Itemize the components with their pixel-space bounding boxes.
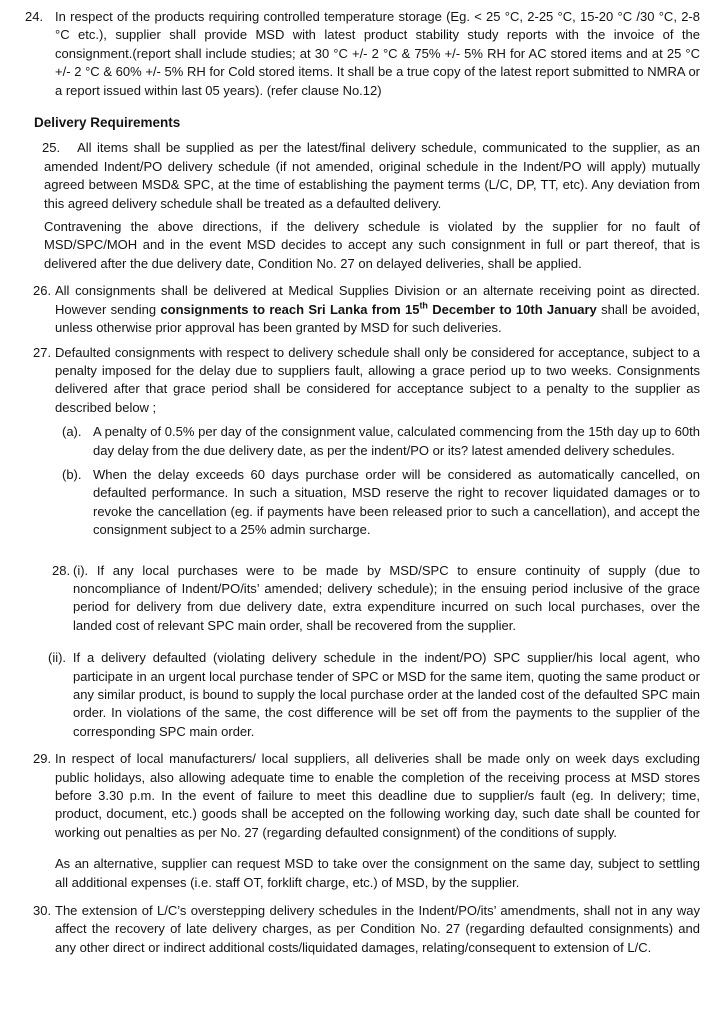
clause-26-ordinal-superscript: th (419, 300, 428, 311)
clause-27-sub-a-label: (a). (62, 424, 82, 440)
clause-26-text-after-bold: shall be avoided, unless otherwise prior approval has been granted by MSD for such deliveries. (55, 301, 700, 336)
clause-26-bold-part2: December to 10th January (427, 301, 597, 317)
clause-30-text: The extension of L/C’s overstepping delivery schedules in the Indent/PO/its’ amendments, shall not in any way affect the recovery of late delivery charges, as per Condition No. 27 (regarding defaulted consignments) and any other direct or indirect additional costs/liquidated damages, relating/consequent to extension of L/C. (55, 903, 700, 955)
clause-27-intro: Defaulted consignments with respect to delivery schedule shall only be considered for acceptance, subject to a penalty imposed for the delay due to suppliers fault, allowing a grace period up to two weeks. Consignments delivered after that grace period shall be considered for acceptance subject to a penalty to the supplier as described below ; (55, 344, 700, 415)
section-heading-delivery-requirements: Delivery Requirements (34, 115, 181, 131)
clause-25 (44, 139, 700, 273)
clause-28-sub-ii-label: (ii). (48, 650, 67, 666)
clause-25-para1 (44, 139, 700, 213)
clause-26-number: 26. (33, 283, 52, 299)
clause-25-para1-text: All items shall be supplied as per the latest/final delivery schedule, communicated to the supplier, as an amended Indent/PO delivery schedule (if not amended, original schedule in the Indent/PO will apply) mutually agreed between MSD& SPC, at the time of establishing the payment terms (L/C, DP, TT, etc). Any deviation from this agreed delivery schedule shall be treated as a defaulted delivery. (44, 140, 700, 211)
clause-25-number: 25. (42, 140, 61, 156)
clause-28-number: 28. (52, 562, 71, 578)
clause-29-number: 29. (33, 751, 52, 767)
clause-28-sub-i-label: (i). (73, 562, 89, 578)
clause-27-sub-b-label: (b). (62, 466, 82, 482)
clause-27-sub-b (62, 466, 700, 540)
clause-24-number: 24. (25, 9, 44, 24)
clause-26-text (55, 282, 700, 337)
clause-27-sub-b-text: When the delay exceeds 60 days purchase order will be considered as automatically cancelled, on defaulted performance. In such a situation, MSD reserve the right to recover liquidated damages or to revoke the cancellation (eg. if payments have been released prior to such a cancellation), and accept the consignment subject to a 25% admin surcharge. (93, 466, 700, 538)
clause-26-bold-date-range (160, 302, 596, 317)
clause-27-sub-a-text: A penalty of 0.5% per day of the consignment value, calculated commencing from the 15th day up to 60th day delay from the due delivery date, as per the indent/PO or its? latest amended delivery schedules. (93, 424, 700, 458)
clause-28-sub-ii-text: If a delivery defaulted (violating delivery schedule in the indent/PO) SPC supplier/his local agent, who participate in an urgent local purchase tender of SPC or MSD for the same item, quoting the same product or any similar product, is bound to supply the local purchase order at the landed cost of the defaulted SPC main order. In violations of the same, the cost difference will be set off from the payments to the supplier of the corresponding SPC main order. (72, 650, 700, 739)
clause-30 (33, 902, 700, 957)
clause-26-text-before-bold: All consignments shall be delivered at Medical Supplies Division or an alternate receiving point as directed. However sending (55, 283, 700, 317)
clause-30-number: 30. (33, 903, 52, 919)
clause-27-number: 27. (33, 344, 52, 360)
clause-28-sub-ii (48, 649, 700, 741)
clause-24-text: In respect of the products requiring controlled temperature storage (Eg. < 25 °C, 2-25 °C, 15-20 °C /30 °C, 2-8 °C etc.), supplier shall provide MSD with latest product stability study reports with the invoice of the consignment.(report shall include studies; at 30 °C +/- 2 °C & 75% +/- 5% RH for AC stored items and at 25 °C +/- 2 °C & 60% +/- 5% RH for Cold stored items. It shall be a true copy of the latest report submitted to NMRA or a report issued within last 05 years). (refer clause No.12) (55, 9, 700, 98)
clause-28-sub-i (73, 562, 700, 636)
clause-27 (33, 344, 700, 418)
clause-29-para2: As an alternative, supplier can request MSD to take over the consignment on the same day, subject to settling all additional expenses (i.e. staff OT, forklift charge, etc.) of MSD, by the supplier. (55, 856, 700, 890)
clause-24 (25, 8, 700, 100)
clause-28 (52, 562, 700, 636)
clause-29-para1: In respect of local manufacturers/ local suppliers, all deliveries shall be made only on week days excluding public holidays, also allowing adequate time to enable the completion of the receiving process at MSD stores before 3.30 p.m. In the event of failure to meet this deadline due to supplier/s fault (eg. In delivery; time, product, document, etc.) goods shall be accepted on the following working day, such date shall be counted for working out penalties as per No. 27 (regarding defaulted consignment) of the conditions of supply. (55, 751, 700, 840)
clause-28-sub-i-text: If any local purchases were to be made by MSD/SPC to ensure continuity of supply (due to noncompliance of Indent/PO/its’ amended; delivery schedule); in the ensuing period inclusive of the grace period for delivery from due delivery date, extra expenditure incurred on such local purchases, over the landed cost of relevant SPC main order, shall be recovered from the supplier. (73, 562, 701, 633)
clause-29 (33, 750, 700, 842)
clause-25-para2: Contravening the above directions, if the delivery schedule is violated by the supplier for no fault of MSD/SPC/MOH and in the event MSD decides to accept any such consignment in full or part thereof, that is delivered after the due delivery date, Condition No. 27 on delayed deliveries, shall be applied. (44, 219, 700, 271)
clause-26-bold-part1: consignments to reach Sri Lanka from 15 (160, 301, 420, 317)
clause-27-sub-a (62, 423, 700, 460)
clause-26 (33, 282, 700, 337)
